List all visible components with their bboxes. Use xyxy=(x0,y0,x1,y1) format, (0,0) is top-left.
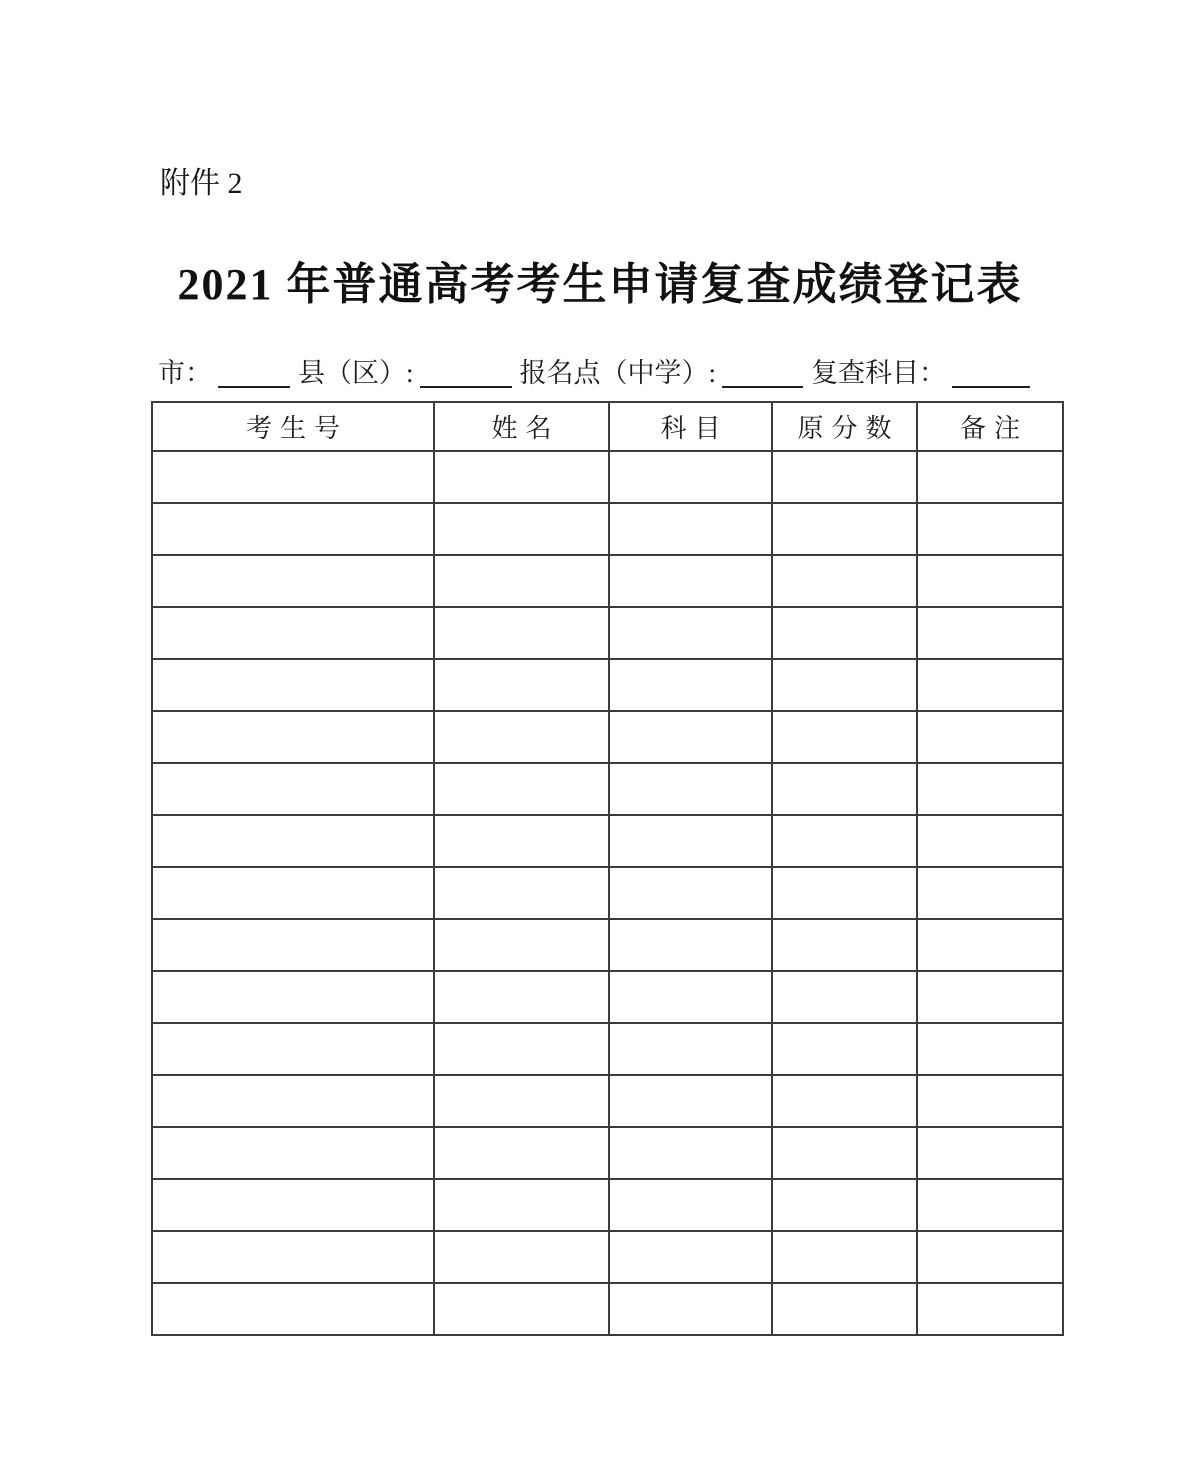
table-cell-empty xyxy=(609,919,772,971)
registration-table xyxy=(151,401,1064,1336)
table-cell-empty xyxy=(609,1127,772,1179)
table-cell-empty xyxy=(434,867,609,919)
table-cell-empty xyxy=(609,1023,772,1075)
table-cell-empty xyxy=(772,815,917,867)
table-cell-empty xyxy=(152,1283,434,1335)
table-row xyxy=(152,919,1063,971)
table-cell-empty xyxy=(609,1231,772,1283)
field-label-review-subject: 复查科目： xyxy=(811,358,947,388)
col-header-remarks: 备注 xyxy=(917,402,1063,451)
table-row xyxy=(152,1231,1063,1283)
table-cell-empty xyxy=(917,1283,1063,1335)
table-cell-empty xyxy=(609,711,772,763)
table-row xyxy=(152,867,1063,919)
table-cell-empty xyxy=(434,1179,609,1231)
table-row xyxy=(152,763,1063,815)
table-cell-empty xyxy=(152,555,434,607)
col-header-subject: 科目 xyxy=(609,402,772,451)
table-cell-empty xyxy=(917,503,1063,555)
table-cell-empty xyxy=(917,1023,1063,1075)
table-row xyxy=(152,555,1063,607)
table-cell-empty xyxy=(772,451,917,503)
table-cell-empty xyxy=(434,451,609,503)
table-cell-empty xyxy=(917,1075,1063,1127)
table-cell-empty xyxy=(152,607,434,659)
table-cell-empty xyxy=(434,711,609,763)
table-cell-empty xyxy=(152,1231,434,1283)
field-blank-county xyxy=(420,356,512,388)
table-cell-empty xyxy=(434,503,609,555)
table-row xyxy=(152,815,1063,867)
table-cell-empty xyxy=(609,815,772,867)
table-cell-empty xyxy=(772,555,917,607)
table-cell-empty xyxy=(772,659,917,711)
table-cell-empty xyxy=(917,1231,1063,1283)
table-cell-empty xyxy=(772,1075,917,1127)
table-cell-empty xyxy=(772,1283,917,1335)
table-cell-empty xyxy=(772,919,917,971)
table-cell-empty xyxy=(917,919,1063,971)
table-cell-empty xyxy=(152,1127,434,1179)
table-cell-empty xyxy=(609,867,772,919)
table-row xyxy=(152,1023,1063,1075)
table-cell-empty xyxy=(772,867,917,919)
col-header-original-score: 原分数 xyxy=(772,402,917,451)
table-cell-empty xyxy=(152,1179,434,1231)
header-fields-line xyxy=(158,352,1068,394)
table-cell-empty xyxy=(772,1179,917,1231)
table-cell-empty xyxy=(917,607,1063,659)
table-cell-empty xyxy=(152,867,434,919)
table-cell-empty xyxy=(434,555,609,607)
table-cell-empty xyxy=(772,1127,917,1179)
table-cell-empty xyxy=(609,1075,772,1127)
table-cell-empty xyxy=(917,451,1063,503)
table-cell-empty xyxy=(434,1075,609,1127)
table-cell-empty xyxy=(917,971,1063,1023)
table-cell-empty xyxy=(152,659,434,711)
table-row xyxy=(152,503,1063,555)
table-cell-empty xyxy=(152,1075,434,1127)
col-header-candidate-number: 考生号 xyxy=(152,402,434,451)
table-cell-empty xyxy=(772,1023,917,1075)
table-row xyxy=(152,451,1063,503)
table-row xyxy=(152,1075,1063,1127)
table-cell-empty xyxy=(152,711,434,763)
table-cell-empty xyxy=(434,1127,609,1179)
table-cell-empty xyxy=(152,503,434,555)
table-cell-empty xyxy=(609,1283,772,1335)
table-row xyxy=(152,1283,1063,1335)
field-label-county: 县（区）: xyxy=(298,358,414,388)
table-cell-empty xyxy=(152,1023,434,1075)
table-cell-empty xyxy=(917,555,1063,607)
attachment-label: 附件 2 xyxy=(160,167,243,200)
table-header xyxy=(152,402,1063,451)
field-blank-registration-point xyxy=(722,356,803,388)
table-cell-empty xyxy=(609,503,772,555)
table-cell-empty xyxy=(609,971,772,1023)
table-row xyxy=(152,1127,1063,1179)
table-cell-empty xyxy=(772,503,917,555)
table-cell-empty xyxy=(434,971,609,1023)
table-body xyxy=(152,451,1063,1335)
table-cell-empty xyxy=(772,1231,917,1283)
table-row xyxy=(152,711,1063,763)
table-cell-empty xyxy=(772,607,917,659)
table-cell-empty xyxy=(152,919,434,971)
field-blank-review-subject xyxy=(952,356,1030,388)
table-cell-empty xyxy=(917,763,1063,815)
table-cell-empty xyxy=(609,451,772,503)
table-cell-empty xyxy=(434,1231,609,1283)
table-cell-empty xyxy=(152,451,434,503)
table-cell-empty xyxy=(434,763,609,815)
table-cell-empty xyxy=(609,555,772,607)
col-header-name: 姓名 xyxy=(434,402,609,451)
table-cell-empty xyxy=(917,1179,1063,1231)
table-header-row xyxy=(152,402,1063,451)
table-cell-empty xyxy=(152,763,434,815)
table-cell-empty xyxy=(917,659,1063,711)
table-cell-empty xyxy=(917,867,1063,919)
table-cell-empty xyxy=(609,1179,772,1231)
table-cell-empty xyxy=(772,711,917,763)
table-cell-empty xyxy=(434,1283,609,1335)
table-cell-empty xyxy=(434,815,609,867)
table-cell-empty xyxy=(917,1127,1063,1179)
table-cell-empty xyxy=(772,763,917,815)
table-row xyxy=(152,1179,1063,1231)
table-cell-empty xyxy=(609,763,772,815)
page-title: 2021 年普通高考考生申请复查成绩登记表 xyxy=(177,260,1023,309)
field-blank-city xyxy=(218,356,290,388)
table-cell-empty xyxy=(434,1023,609,1075)
table-cell-empty xyxy=(772,971,917,1023)
table-cell-empty xyxy=(434,659,609,711)
table-cell-empty xyxy=(917,815,1063,867)
field-label-city: 市： xyxy=(158,358,212,388)
table-cell-empty xyxy=(434,607,609,659)
table-cell-empty xyxy=(152,815,434,867)
table-row xyxy=(152,607,1063,659)
table-cell-empty xyxy=(609,659,772,711)
table-cell-empty xyxy=(609,607,772,659)
table-cell-empty xyxy=(152,971,434,1023)
field-label-registration-point: 报名点（中学）: xyxy=(519,358,717,388)
table-row xyxy=(152,971,1063,1023)
table-cell-empty xyxy=(434,919,609,971)
table-cell-empty xyxy=(917,711,1063,763)
table-row xyxy=(152,659,1063,711)
